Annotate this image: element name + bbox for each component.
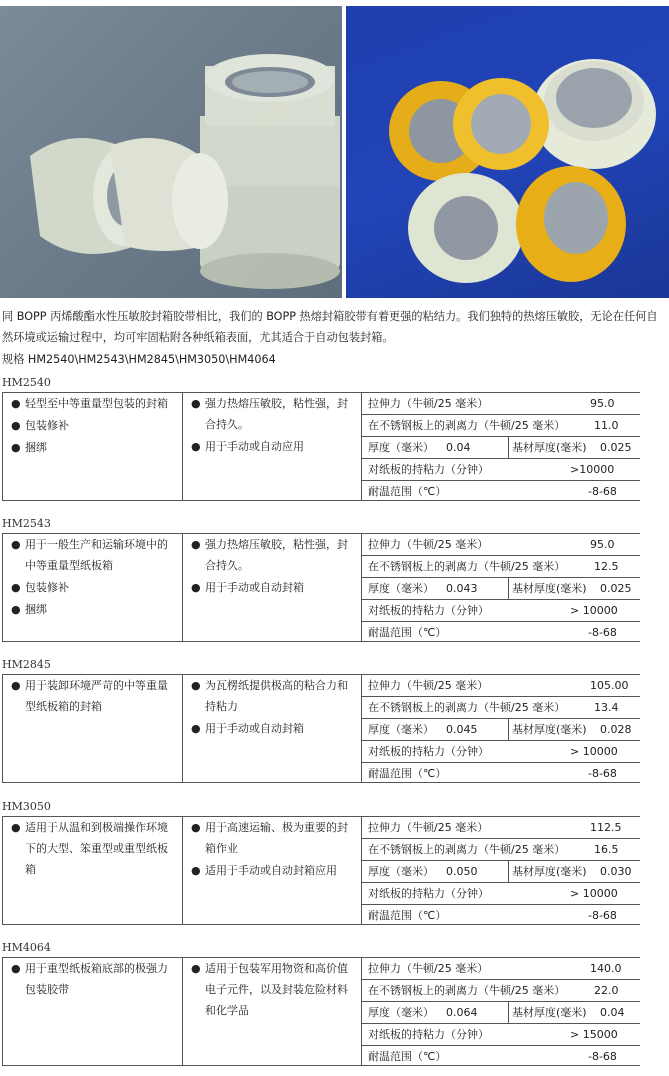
thickness-label: 厚度（毫米） bbox=[368, 582, 434, 595]
thickness-label: 厚度（毫米） bbox=[368, 723, 434, 736]
base-thickness-value: 0.028 bbox=[600, 723, 632, 736]
tensile-row bbox=[362, 393, 640, 415]
thickness-label: 厚度（毫米） bbox=[368, 1006, 434, 1019]
thickness-value: 0.043 bbox=[446, 582, 478, 595]
features-cell bbox=[3, 393, 183, 500]
benefit-item bbox=[183, 534, 357, 576]
product-table bbox=[2, 533, 640, 642]
base-thickness-label: 基材厚度(毫米) bbox=[512, 865, 587, 878]
benefit-text: 为瓦楞纸提供极高的粘合力和持粘力 bbox=[205, 679, 348, 713]
benefit-text: 用于高速运输、极为重要的封箱作业 bbox=[205, 821, 348, 855]
tensile-row bbox=[362, 534, 640, 556]
temp-label: 耐温范围（℃） bbox=[368, 767, 447, 780]
hold-row bbox=[362, 741, 640, 763]
benefit-text: 用于手动或自动应用 bbox=[205, 440, 304, 453]
bullet-icon: ● bbox=[11, 441, 21, 454]
peel-label: 在不锈钢板上的剥离力（牛顿/25 毫米） bbox=[368, 560, 566, 573]
hold-value: >10000 bbox=[570, 463, 615, 476]
hold-label: 对纸板的持粘力（分钟） bbox=[368, 887, 489, 900]
thickness-row bbox=[362, 719, 640, 741]
features-cell bbox=[3, 534, 183, 641]
hold-value: > 10000 bbox=[570, 604, 618, 617]
peel-row bbox=[362, 697, 640, 719]
properties-cell bbox=[362, 534, 640, 641]
model-heading: HM3050 bbox=[2, 800, 51, 813]
tensile-value: 95.0 bbox=[590, 397, 615, 410]
yellow-tape-rolls-image bbox=[346, 6, 669, 298]
peel-label: 在不锈钢板上的剥离力（牛顿/25 毫米） bbox=[368, 419, 566, 432]
bullet-icon: ● bbox=[191, 864, 201, 877]
properties-cell bbox=[362, 817, 640, 924]
model-heading: HM2845 bbox=[2, 658, 51, 671]
bullet-icon: ● bbox=[191, 821, 201, 834]
features-list bbox=[3, 958, 182, 1000]
tensile-value: 112.5 bbox=[590, 821, 622, 834]
benefit-text: 强力热熔压敏胶，粘性强，封合持久。 bbox=[205, 397, 348, 431]
benefits-list bbox=[183, 534, 361, 598]
spec-line: 规格 HM2540\HM2543\HM2845\HM3050\HM4064 bbox=[2, 353, 276, 366]
tensile-value: 105.00 bbox=[590, 679, 629, 692]
thickness-value: 0.064 bbox=[446, 1006, 478, 1019]
bullet-icon: ● bbox=[191, 538, 201, 551]
tensile-value: 140.0 bbox=[590, 962, 622, 975]
feature-text: 轻型至中等重量型包装的封箱 bbox=[25, 397, 168, 410]
peel-row bbox=[362, 839, 640, 861]
peel-label: 在不锈钢板上的剥离力（牛顿/25 毫米） bbox=[368, 701, 566, 714]
bullet-icon: ● bbox=[11, 538, 21, 551]
benefits-cell bbox=[183, 958, 362, 1065]
bullet-icon: ● bbox=[191, 722, 201, 735]
benefits-cell bbox=[183, 393, 362, 500]
feature-text: 用于一般生产和运输环境中的中等重量型纸板箱 bbox=[25, 538, 168, 572]
benefit-text: 适用于手动或自动封箱应用 bbox=[205, 864, 337, 877]
feature-item bbox=[3, 534, 178, 576]
bullet-icon: ● bbox=[191, 397, 201, 410]
peel-value: 13.4 bbox=[594, 701, 619, 714]
benefit-item bbox=[183, 860, 357, 881]
temp-value: -8-68 bbox=[588, 1050, 617, 1063]
benefit-item bbox=[183, 958, 357, 1021]
thickness-row bbox=[362, 437, 640, 459]
properties-cell bbox=[362, 675, 640, 782]
peel-row bbox=[362, 980, 640, 1002]
feature-item bbox=[3, 393, 178, 414]
temp-row bbox=[362, 763, 640, 784]
properties-cell bbox=[362, 393, 640, 500]
tensile-row bbox=[362, 817, 640, 839]
feature-text: 用于重型纸板箱底部的极强力包装胶带 bbox=[25, 962, 168, 996]
feature-item bbox=[3, 675, 178, 717]
feature-item bbox=[3, 577, 178, 598]
bullet-icon: ● bbox=[191, 679, 201, 692]
features-list bbox=[3, 675, 182, 717]
tensile-label: 拉伸力（牛顿/25 毫米） bbox=[368, 538, 489, 551]
bullet-icon: ● bbox=[191, 962, 201, 975]
temp-row bbox=[362, 905, 640, 926]
product-photos bbox=[0, 0, 669, 298]
hold-label: 对纸板的持粘力（分钟） bbox=[368, 1028, 489, 1041]
benefit-text: 用于手动或自动封箱 bbox=[205, 581, 304, 594]
tensile-row bbox=[362, 958, 640, 980]
tensile-label: 拉伸力（牛顿/25 毫米） bbox=[368, 397, 489, 410]
temp-label: 耐温范围（℃） bbox=[368, 909, 447, 922]
intro-paragraph: 同 BOPP 丙烯酸酯水性压敏胶封箱胶带相比，我们的 BOPP 热熔封箱胶带有着更强的粘结力。我们独特的热熔压敏胶，无论在任何自然环境或运输过程中，均可牢固粘附各种纸箱表面，尤其适合于自动包装封箱。 bbox=[2, 310, 658, 344]
benefits-cell bbox=[183, 817, 362, 924]
thickness-row bbox=[362, 861, 640, 883]
hold-row bbox=[362, 1024, 640, 1046]
benefit-text: 强力热熔压敏胶，粘性强，封合持久。 bbox=[205, 538, 348, 572]
peel-label: 在不锈钢板上的剥离力（牛顿/25 毫米） bbox=[368, 843, 566, 856]
peel-value: 12.5 bbox=[594, 560, 619, 573]
cell-divider bbox=[508, 578, 509, 599]
hold-value: > 10000 bbox=[570, 887, 618, 900]
bullet-icon: ● bbox=[11, 581, 21, 594]
bullet-icon: ● bbox=[11, 962, 21, 975]
base-thickness-value: 0.030 bbox=[600, 865, 632, 878]
thickness-value: 0.045 bbox=[446, 723, 478, 736]
thickness-row bbox=[362, 578, 640, 600]
tensile-value: 95.0 bbox=[590, 538, 615, 551]
hold-value: > 10000 bbox=[570, 745, 618, 758]
bullet-icon: ● bbox=[191, 581, 201, 594]
benefits-list bbox=[183, 958, 361, 1021]
peel-row bbox=[362, 556, 640, 578]
benefit-item bbox=[183, 817, 357, 859]
peel-label: 在不锈钢板上的剥离力（牛顿/25 毫米） bbox=[368, 984, 566, 997]
clear-tape-rolls-image bbox=[0, 6, 342, 298]
product-table bbox=[2, 957, 640, 1066]
benefits-list bbox=[183, 675, 361, 739]
peel-value: 16.5 bbox=[594, 843, 619, 856]
cell-divider bbox=[508, 719, 509, 740]
cell-divider bbox=[508, 1002, 509, 1023]
model-heading: HM2543 bbox=[2, 517, 51, 530]
hold-row bbox=[362, 883, 640, 905]
hold-label: 对纸板的持粘力（分钟） bbox=[368, 604, 489, 617]
feature-text: 捆绑 bbox=[25, 603, 47, 616]
peel-value: 22.0 bbox=[594, 984, 619, 997]
thickness-value: 0.050 bbox=[446, 865, 478, 878]
peel-row bbox=[362, 415, 640, 437]
bullet-icon: ● bbox=[11, 397, 21, 410]
feature-item bbox=[3, 437, 178, 458]
base-thickness-value: 0.04 bbox=[600, 1006, 625, 1019]
temp-value: -8-68 bbox=[588, 909, 617, 922]
product-table bbox=[2, 816, 640, 925]
hold-row bbox=[362, 459, 640, 481]
tensile-label: 拉伸力（牛顿/25 毫米） bbox=[368, 679, 489, 692]
temp-label: 耐温范围（℃） bbox=[368, 485, 447, 498]
hold-label: 对纸板的持粘力（分钟） bbox=[368, 745, 489, 758]
hold-row bbox=[362, 600, 640, 622]
features-cell bbox=[3, 817, 183, 924]
base-thickness-label: 基材厚度(毫米) bbox=[512, 1006, 587, 1019]
feature-item bbox=[3, 817, 178, 880]
temp-row bbox=[362, 622, 640, 643]
feature-item bbox=[3, 958, 178, 1000]
cell-divider bbox=[508, 437, 509, 458]
bullet-icon: ● bbox=[11, 419, 21, 432]
features-list bbox=[3, 534, 182, 620]
temp-value: -8-68 bbox=[588, 485, 617, 498]
temp-label: 耐温范围（℃） bbox=[368, 1050, 447, 1063]
feature-text: 适用于从温和到极端操作环境下的大型、笨重型或重型纸板箱 bbox=[25, 821, 168, 876]
feature-item bbox=[3, 599, 178, 620]
tensile-label: 拉伸力（牛顿/25 毫米） bbox=[368, 821, 489, 834]
tensile-label: 拉伸力（牛顿/25 毫米） bbox=[368, 962, 489, 975]
feature-item bbox=[3, 415, 178, 436]
temp-value: -8-68 bbox=[588, 767, 617, 780]
hold-label: 对纸板的持粘力（分钟） bbox=[368, 463, 489, 476]
thickness-label: 厚度（毫米） bbox=[368, 865, 434, 878]
benefits-list bbox=[183, 817, 361, 881]
base-thickness-label: 基材厚度(毫米) bbox=[512, 723, 587, 736]
features-cell bbox=[3, 675, 183, 782]
properties-cell bbox=[362, 958, 640, 1065]
product-table bbox=[2, 392, 640, 501]
peel-value: 11.0 bbox=[594, 419, 619, 432]
benefit-item bbox=[183, 393, 357, 435]
benefit-text: 用于手动或自动封箱 bbox=[205, 722, 304, 735]
feature-text: 包装修补 bbox=[25, 419, 69, 432]
bullet-icon: ● bbox=[11, 679, 21, 692]
thickness-row bbox=[362, 1002, 640, 1024]
feature-text: 包装修补 bbox=[25, 581, 69, 594]
feature-text: 用于装卸环境严苛的中等重量型纸板箱的封箱 bbox=[25, 679, 168, 713]
hold-value: > 15000 bbox=[570, 1028, 618, 1041]
benefits-cell bbox=[183, 675, 362, 782]
thickness-label: 厚度（毫米） bbox=[368, 441, 434, 454]
base-thickness-value: 0.025 bbox=[600, 441, 632, 454]
benefits-list bbox=[183, 393, 361, 457]
base-thickness-label: 基材厚度(毫米) bbox=[512, 582, 587, 595]
temp-row bbox=[362, 1046, 640, 1067]
base-thickness-label: 基材厚度(毫米) bbox=[512, 441, 587, 454]
features-list bbox=[3, 393, 182, 458]
cell-divider bbox=[508, 861, 509, 882]
bullet-icon: ● bbox=[11, 821, 21, 834]
benefit-item bbox=[183, 675, 357, 717]
product-table bbox=[2, 674, 640, 783]
features-cell bbox=[3, 958, 183, 1065]
benefits-cell bbox=[183, 534, 362, 641]
features-list bbox=[3, 817, 182, 880]
bullet-icon: ● bbox=[191, 440, 201, 453]
benefit-item bbox=[183, 577, 357, 598]
benefit-item bbox=[183, 718, 357, 739]
temp-value: -8-68 bbox=[588, 626, 617, 639]
tensile-row bbox=[362, 675, 640, 697]
base-thickness-value: 0.025 bbox=[600, 582, 632, 595]
benefit-item bbox=[183, 436, 357, 457]
yellow-tape-photo bbox=[346, 6, 669, 298]
temp-row bbox=[362, 481, 640, 502]
model-heading: HM4064 bbox=[2, 941, 51, 954]
benefit-text: 适用于包装军用物资和高价值电子元件，以及封装危险材料和化学品 bbox=[205, 962, 348, 1017]
feature-text: 捆绑 bbox=[25, 441, 47, 454]
clear-tape-photo bbox=[0, 6, 342, 298]
temp-label: 耐温范围（℃） bbox=[368, 626, 447, 639]
thickness-value: 0.04 bbox=[446, 441, 471, 454]
bullet-icon: ● bbox=[11, 603, 21, 616]
model-heading: HM2540 bbox=[2, 376, 51, 389]
